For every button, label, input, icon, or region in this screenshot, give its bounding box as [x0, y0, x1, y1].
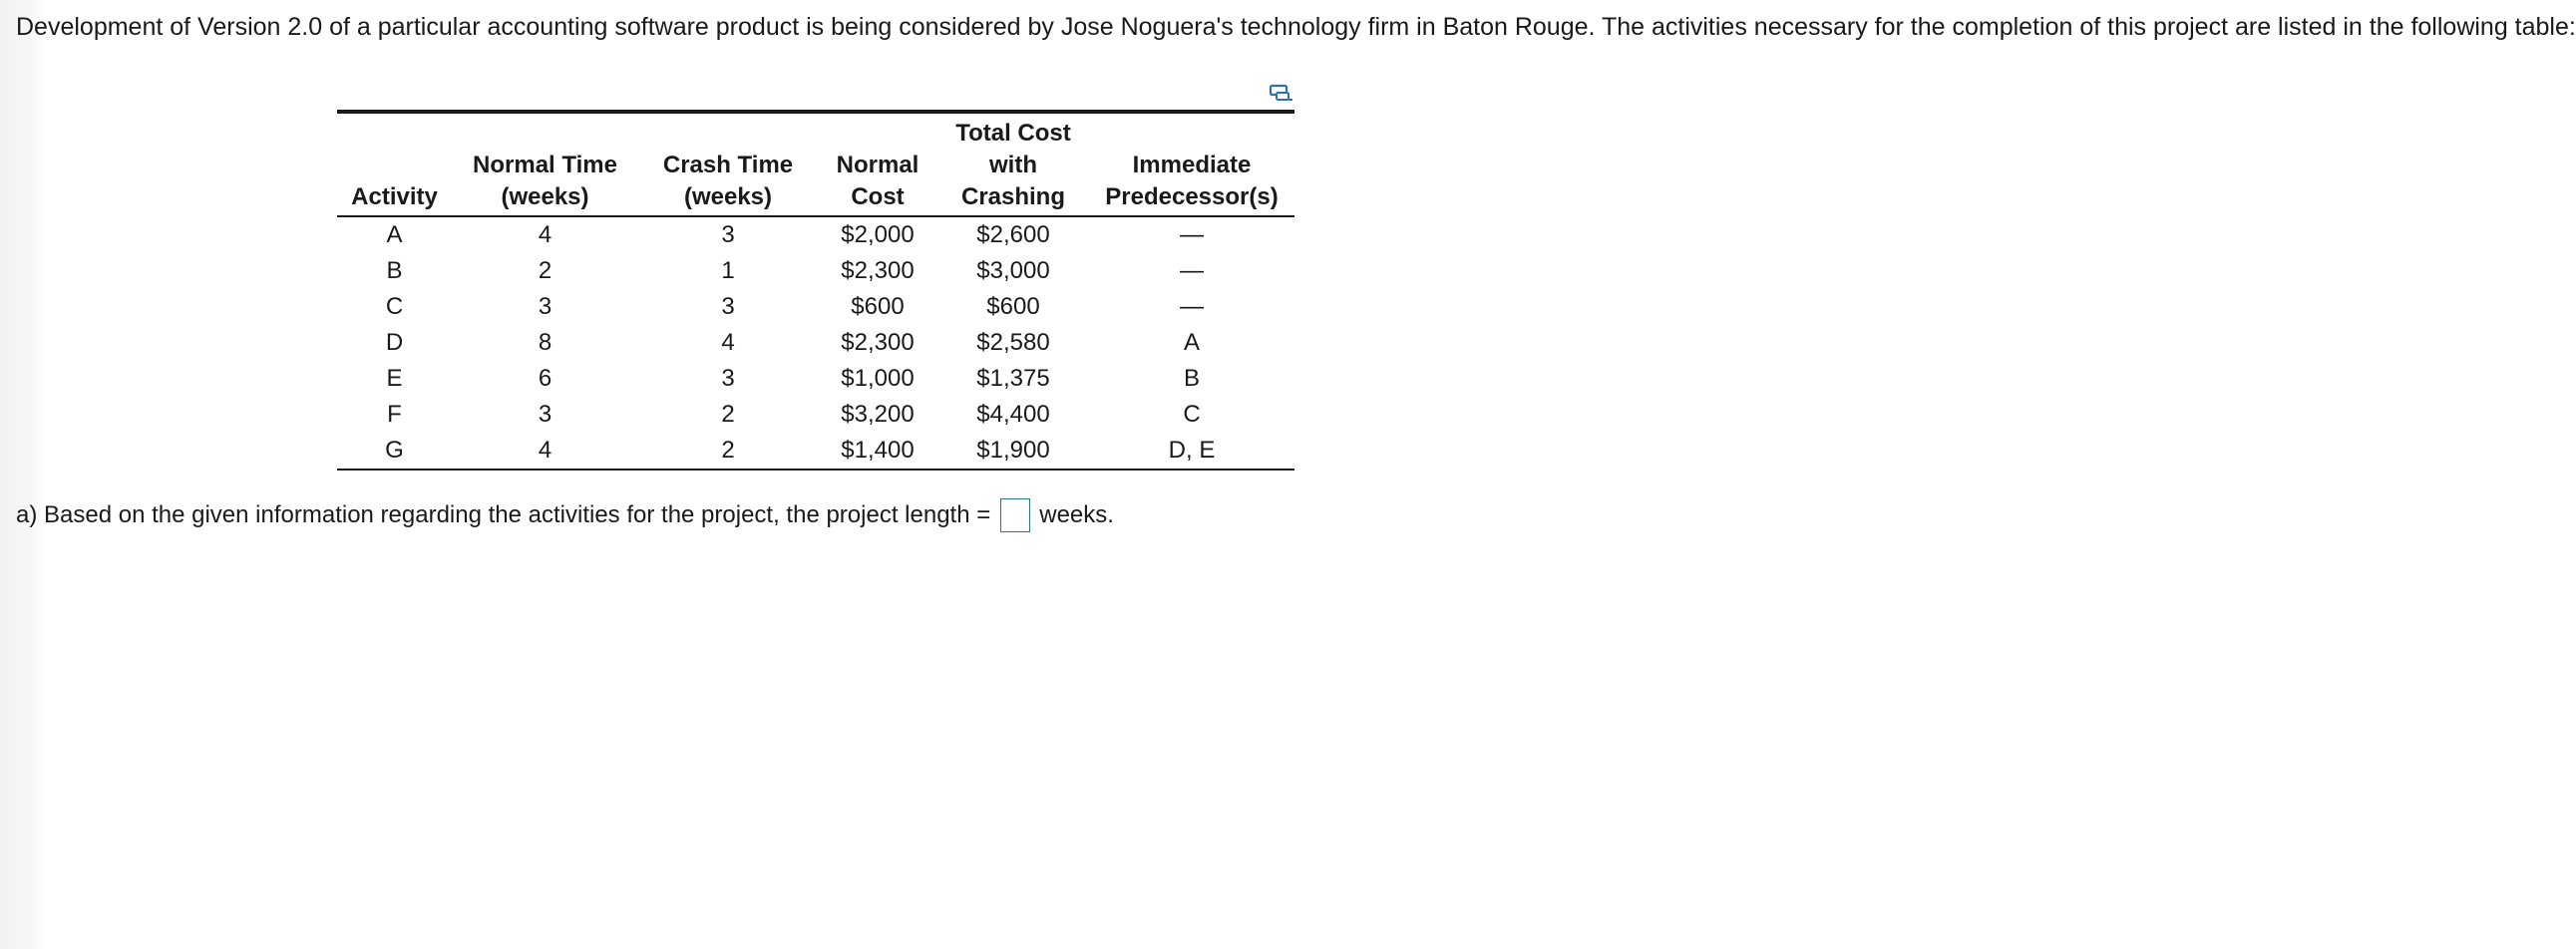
cell-total-cost: $1,375: [976, 365, 1050, 392]
cell-normal-cost: $1,400: [818, 433, 937, 470]
cell-crash-time: 4: [721, 329, 735, 356]
table-row: [337, 253, 1294, 289]
cell-crash-time: 1: [721, 257, 735, 284]
cell-activity: G: [337, 433, 452, 470]
cell-normal-cost: $600: [851, 293, 905, 320]
cell-normal-time: 4: [452, 433, 638, 470]
question-a: [16, 498, 1114, 532]
question-suffix: weeks.: [1039, 501, 1114, 528]
cell-normal-time: 6: [538, 365, 552, 392]
cell-crash-time: 3: [721, 293, 735, 320]
page-gutter: [0, 0, 48, 949]
cell-activity: C: [385, 293, 404, 320]
cell-activity: E: [386, 365, 403, 392]
header-total-cost: Total Cost with Crashing: [937, 113, 1089, 216]
cell-predecessors: —: [1180, 221, 1204, 248]
header-crash-time: Crash Time (weeks): [638, 113, 818, 216]
cell-predecessors: C: [1183, 401, 1201, 428]
activity-table: [337, 110, 1294, 471]
cell-predecessors: —: [1180, 257, 1204, 284]
cell-total-cost: $600: [986, 293, 1040, 320]
cell-total-cost: $3,000: [976, 257, 1050, 284]
cell-total-cost: $4,400: [976, 401, 1050, 428]
header-activity: Activity: [337, 113, 452, 216]
question-prefix: a) Based on the given information regarding the activities for the project, the project length =: [16, 501, 991, 528]
cell-normal-time: 2: [538, 257, 552, 284]
cell-total-cost: $1,900: [937, 433, 1089, 470]
header-predecessors: Immediate Predecessor(s): [1089, 113, 1294, 216]
table-row: [337, 325, 1294, 361]
cell-activity: B: [386, 257, 403, 284]
header-normal-time: Normal Time (weeks): [452, 113, 638, 216]
cell-activity: A: [386, 221, 403, 248]
cell-activity: D: [385, 329, 404, 356]
cell-crash-time: 3: [721, 221, 735, 248]
table-row: [337, 216, 1294, 253]
cell-normal-cost: $2,000: [841, 221, 915, 248]
project-length-input[interactable]: [1000, 498, 1030, 532]
cell-predecessors: —: [1180, 293, 1204, 320]
problem-intro: Development of Version 2.0 of a particular accounting software product is being considered by Jose Noguera's technology firm in Baton Rouge. The activities necessary for the completion of this project are listed in the following table:: [16, 13, 2576, 41]
cell-normal-time: 3: [538, 401, 552, 428]
table-row: [337, 289, 1294, 325]
cell-crash-time: 3: [721, 365, 735, 392]
table-row: [337, 397, 1294, 433]
cell-normal-time: 4: [538, 221, 552, 248]
cell-normal-cost: $3,200: [841, 401, 915, 428]
table-row: [337, 361, 1294, 397]
cell-crash-time: 2: [721, 401, 735, 428]
cell-normal-time: 3: [538, 293, 552, 320]
cell-normal-time: 8: [538, 329, 552, 356]
cell-crash-time: 2: [638, 433, 818, 470]
cell-predecessors: B: [1183, 365, 1200, 392]
header-normal-cost: Normal Cost: [818, 113, 937, 216]
cell-normal-cost: $2,300: [841, 257, 915, 284]
table-header-row: [337, 113, 1294, 216]
cell-normal-cost: $2,300: [841, 329, 915, 356]
cell-activity: F: [387, 401, 402, 428]
cell-total-cost: $2,580: [976, 329, 1050, 356]
table-row: [337, 433, 1294, 470]
cell-predecessors: A: [1183, 329, 1200, 356]
cell-total-cost: $2,600: [976, 221, 1050, 248]
cell-normal-cost: $1,000: [841, 365, 915, 392]
copy-table-icon[interactable]: [1269, 84, 1294, 104]
cell-predecessors: D, E: [1089, 433, 1294, 470]
